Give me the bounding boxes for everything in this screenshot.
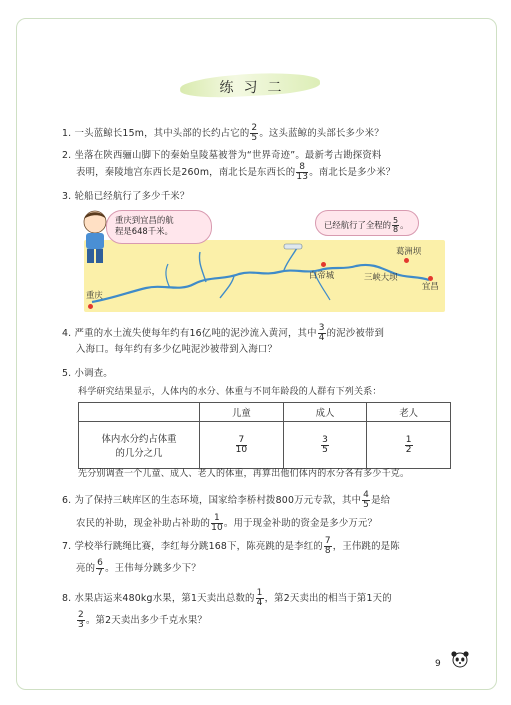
- question-7-line2: 亮的 $\frac{6}{7}$ 。王伟每分跳多少下？: [76, 558, 201, 578]
- question-7: 7. 学校举行跳绳比赛，李红每分跳168下，陈亮跳的是李红的 $\frac{7}{8}$ ，王伟跳的是陈: [62, 536, 400, 556]
- fraction: $\frac{2}{5}$: [251, 123, 258, 143]
- question-3: 3. 轮船已经航行了多少千米？: [62, 191, 190, 202]
- question-4: 4. 严重的水土流失使每年约有16亿吨的泥沙流入黄河，其中 $\frac{3}{4}$ 的泥沙被带到: [62, 323, 385, 343]
- fraction: $\frac{8}{13}$: [296, 162, 309, 182]
- label-sanxia: 三峡大坝: [364, 272, 398, 282]
- tributary: [220, 276, 234, 298]
- question-6-line2: 农民的补助，现金补助占补助的 $\frac{1}{10}$ 。用于现金补助的资金是多少万元？: [76, 513, 378, 533]
- label-chongqing: 重庆: [86, 290, 103, 300]
- tributary: [166, 264, 170, 288]
- panda-icon: [448, 650, 472, 668]
- speech-bubble-distance: 重庆到宜昌的航 程是648千米。: [106, 210, 212, 244]
- fraction: $\frac{1}{4}$: [256, 588, 263, 608]
- question-6: 6. 为了保持三峡库区的生态环境，国家给李桥村拨800万元专款，其中 $\frac{4}{5}$ 是给: [62, 490, 391, 510]
- fraction: $\frac{5}{8}$: [393, 216, 399, 234]
- fraction: $\frac{6}{7}$: [97, 558, 104, 578]
- question-2-line2: 表明，秦陵地宫东西长是260m，南北长是东西长的 $\frac{8}{13}$ 。南北长是多少米？: [76, 162, 396, 182]
- label-gezhouba: 葛洲坝: [396, 246, 422, 256]
- label-yichang: 宜昌: [422, 281, 439, 291]
- label-baidicheng: 白帝城: [309, 270, 335, 280]
- boy-icon: [78, 208, 112, 268]
- chongqing-marker: [88, 304, 93, 309]
- baidicheng-marker: [321, 262, 326, 267]
- page-number: 9: [435, 659, 441, 669]
- fraction: $\frac{4}{5}$: [363, 490, 370, 510]
- section-title: 练习二: [219, 80, 292, 96]
- fraction: $\frac{3}{4}$: [318, 323, 325, 343]
- gezhouba-marker: [404, 258, 409, 263]
- water-ratio-table: 儿童 成人 老人 体内水分约占体重 的几分之几 $\frac{7}{10}$ $\frac{3}{5}$ $\frac{1}{2}$: [78, 402, 451, 469]
- question-5-after: 先分别调查一个儿童、成人、老人的体重，再算出他们体内的水分各有多少千克。: [78, 469, 410, 479]
- boat-icon: [284, 244, 302, 249]
- question-5-desc: 科学研究结果显示，人体内的水分、体重与不同年龄段的人群有下列关系：: [78, 387, 382, 397]
- speech-bubble-progress: 已经航行了全程的 $\frac{5}{8}$ 。: [315, 210, 419, 236]
- fraction: $\frac{1}{10}$: [211, 513, 223, 533]
- question-5: 5. 小调查。: [62, 368, 113, 379]
- question-2: 2. 坐落在陕西骊山脚下的秦始皇陵墓被誉为“世界奇迹”。最新考古勘探资料: [62, 150, 382, 161]
- question-1: 1. 一头蓝鲸长15m，其中头部的长约占它的 $\frac{2}{5}$ 。这头蓝鲸的头部长多少米？: [62, 123, 384, 143]
- question-8: 8. 水果店运来480kg水果，第1天卖出总数的 $\frac{1}{4}$ ，第2天卖出的相当于第1天的: [62, 588, 392, 608]
- question-8-line2: $\frac{2}{3}$ 。第2天卖出多少千克水果？: [78, 610, 208, 630]
- fraction: $\frac{7}{8}$: [324, 536, 331, 556]
- tributary: [284, 246, 298, 270]
- tributary: [199, 252, 206, 282]
- question-4-line2: 入海口。每年约有多少亿吨泥沙被带到入海口？: [76, 344, 278, 355]
- fraction: $\frac{2}{3}$: [78, 610, 84, 630]
